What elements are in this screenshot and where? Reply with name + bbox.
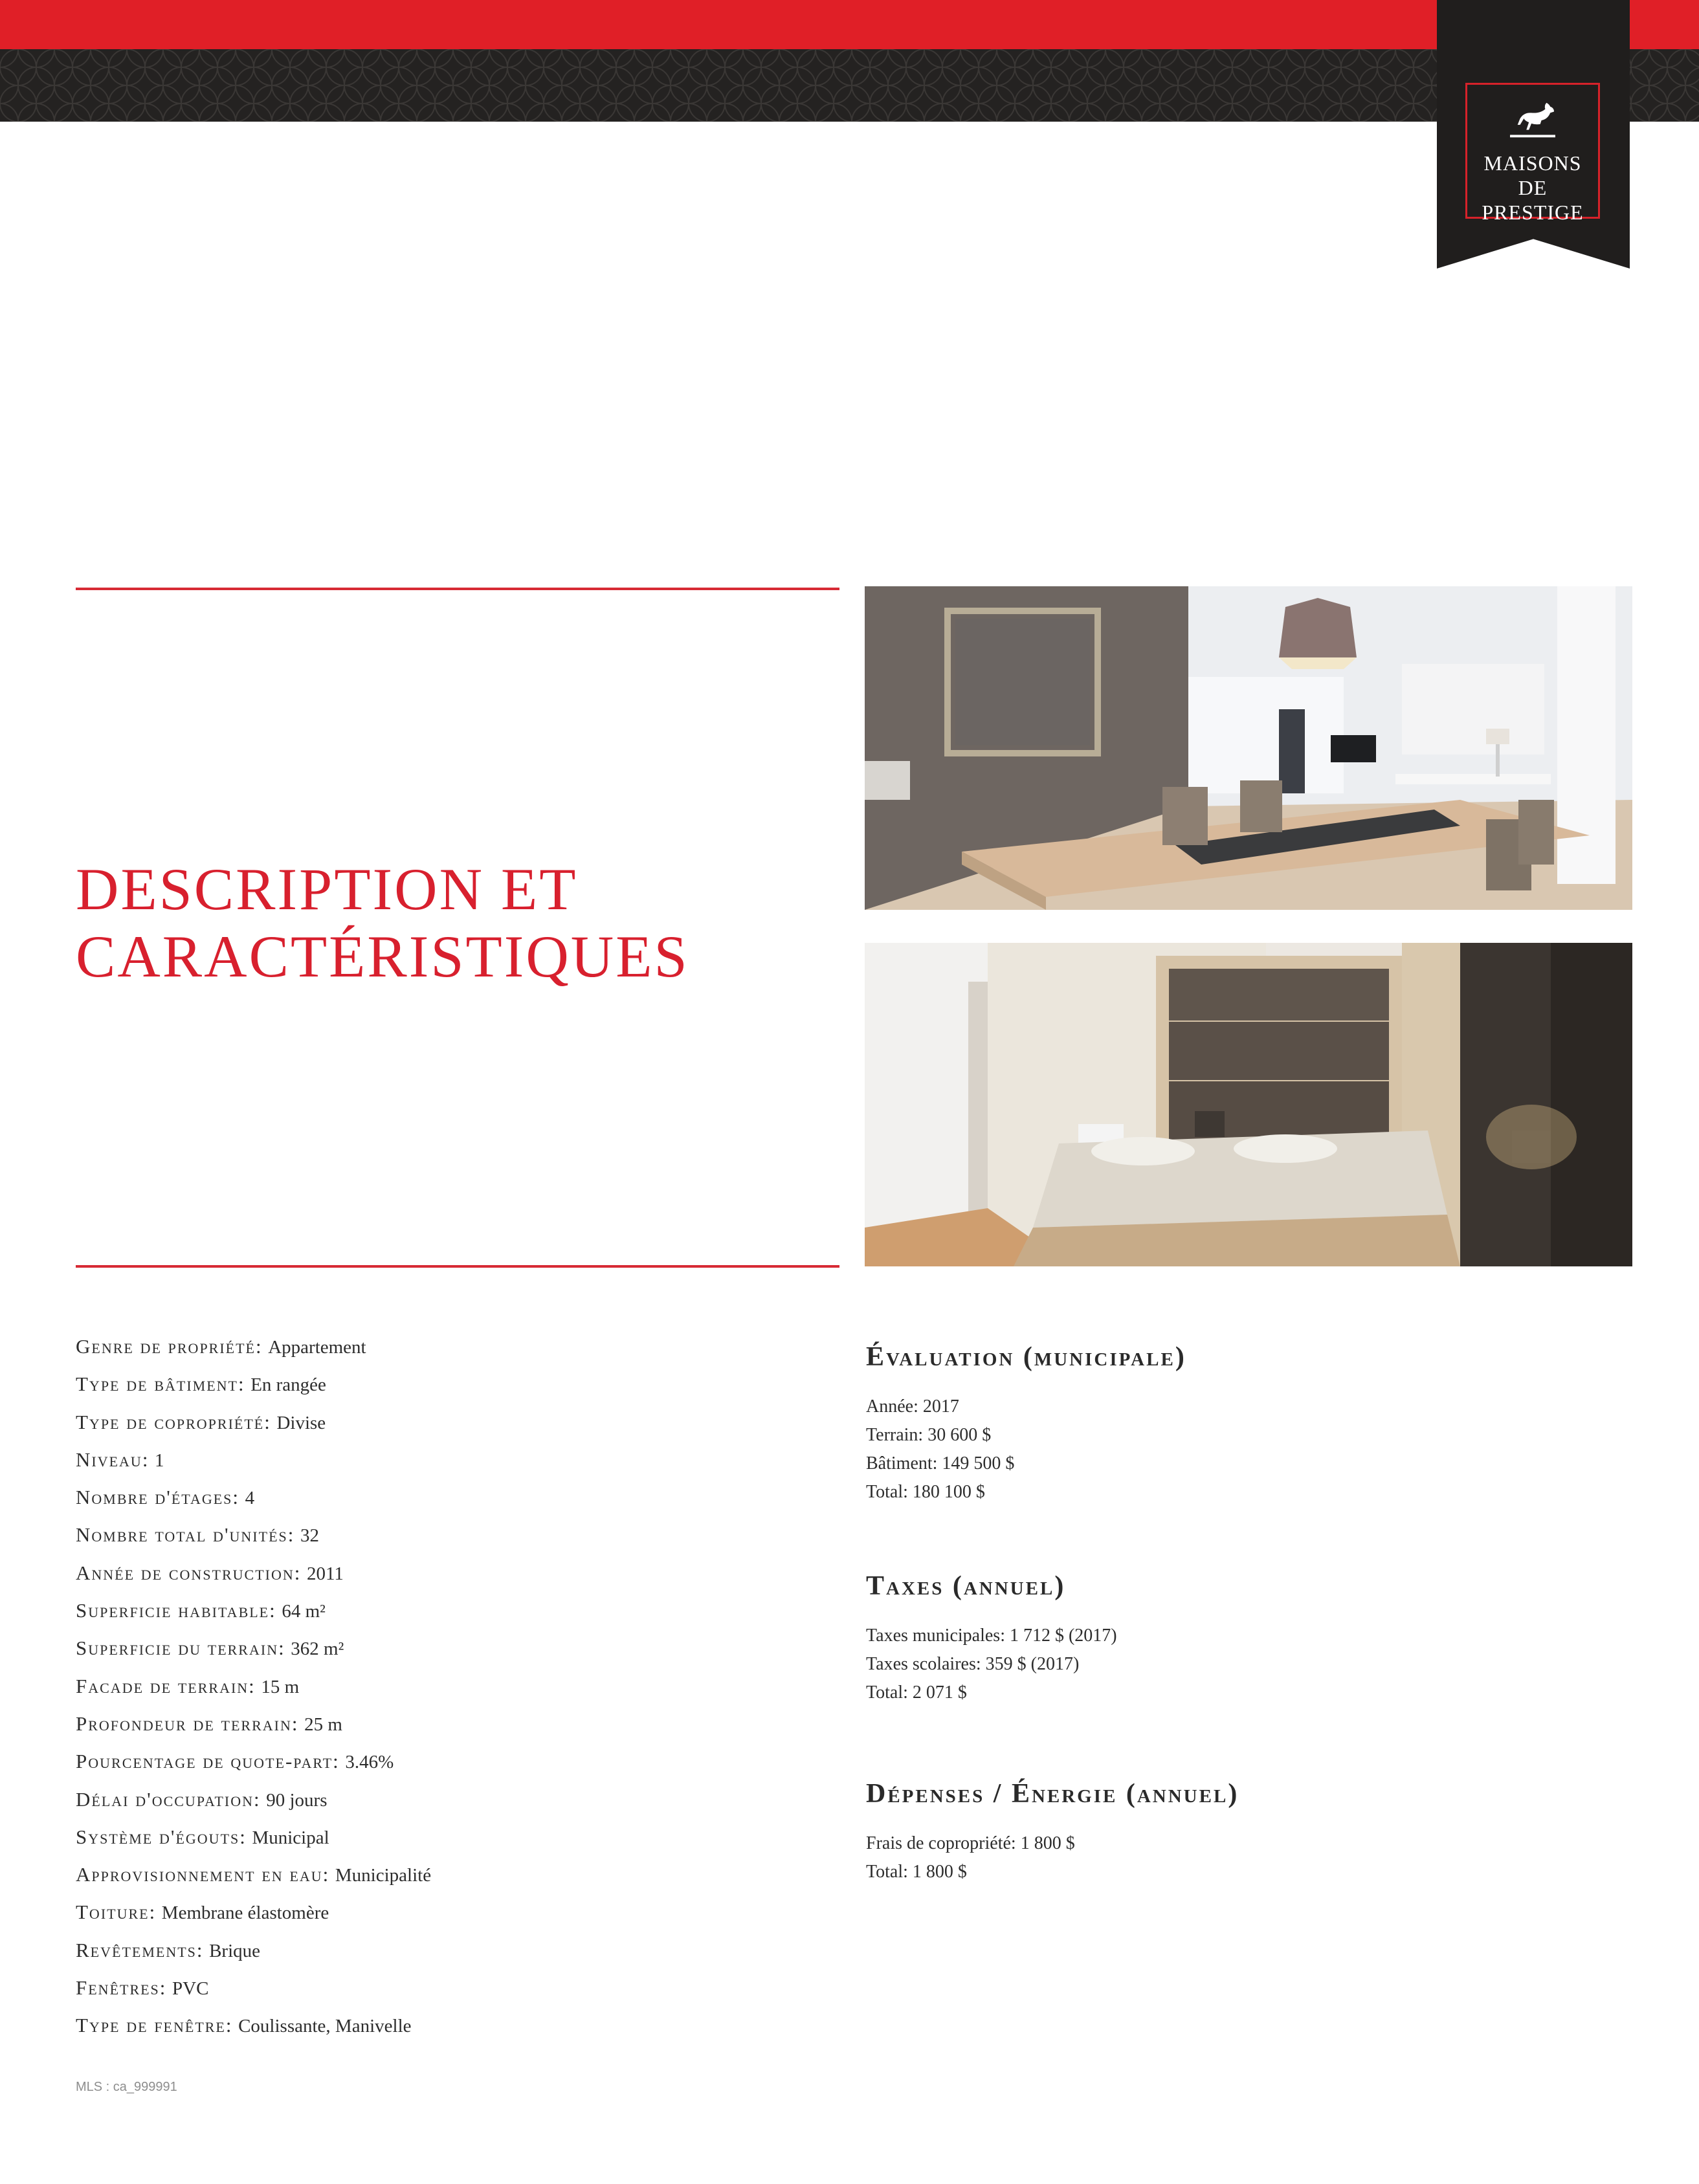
expenses-line: Frais de copropriété: 1 800 $: [866, 1833, 1075, 1853]
brand-ribbon: [1437, 0, 1630, 269]
characteristic-row: [76, 1785, 839, 1822]
page-title: [76, 855, 839, 990]
characteristic-value: Brique: [209, 1940, 261, 1961]
evaluation-line: Année: 2017: [866, 1396, 959, 1417]
brand-name-line2: DE PRESTIGE: [1482, 176, 1584, 224]
characteristic-row: [76, 1483, 839, 1520]
evaluation-section: [866, 1341, 1630, 1506]
section-rule-bottom: [76, 1265, 839, 1268]
evaluation-line: Total: 180 100 $: [866, 1482, 985, 1502]
page-title-line1: DESCRIPTION ET: [76, 856, 578, 922]
characteristic-label: Type de fenêtre:: [76, 2014, 233, 2037]
characteristic-row: [76, 1596, 839, 1633]
characteristic-value: 362 m²: [291, 1638, 344, 1660]
brand-name-line1: MAISONS: [1483, 151, 1582, 175]
characteristic-label: Type de copropriété:: [76, 1410, 271, 1433]
characteristic-value: 25 m: [304, 1714, 342, 1735]
expenses-heading: Dépenses / Énergie (annuel): [866, 1779, 1239, 1809]
characteristic-value: Membrane élastomère: [161, 1903, 329, 1924]
characteristic-value: 15 m: [261, 1676, 300, 1697]
characteristic-value: 90 jours: [266, 1789, 328, 1811]
characteristic-row: [76, 1445, 839, 1483]
characteristic-label: Niveau:: [76, 1448, 150, 1471]
characteristic-value: Divise: [276, 1412, 326, 1433]
characteristic-value: 4: [245, 1488, 255, 1509]
characteristic-row: [76, 1860, 839, 1897]
characteristic-label: Pourcentage de quote-part:: [76, 1750, 340, 1773]
characteristic-label: Superficie habitable:: [76, 1599, 276, 1622]
page-title-line2: CARACTÉRISTIQUES: [76, 923, 689, 989]
characteristic-value: 32: [300, 1525, 319, 1547]
characteristic-row: [76, 2011, 839, 2048]
characteristic-row: [76, 1369, 839, 1407]
characteristic-row: [76, 1822, 839, 1860]
characteristic-value: 64 m²: [282, 1601, 326, 1622]
characteristic-row: [76, 1332, 839, 1369]
bedroom-photo: [865, 943, 1632, 1266]
characteristic-row: [76, 1558, 839, 1596]
characteristic-label: Facade de terrain:: [76, 1674, 256, 1697]
characteristic-value: Municipal: [252, 1827, 329, 1848]
characteristic-label: Nombre total d'unités:: [76, 1523, 295, 1547]
expenses-line: Total: 1 800 $: [866, 1862, 967, 1882]
characteristic-row: [76, 1407, 839, 1445]
characteristic-value: Municipalité: [335, 1865, 432, 1886]
characteristic-row: [76, 1633, 839, 1671]
characteristic-label: Système d'égouts:: [76, 1825, 247, 1848]
characteristic-value: 2011: [306, 1563, 344, 1584]
characteristic-value: Coulissante, Manivelle: [238, 2016, 412, 2037]
expenses-list: [866, 1829, 1630, 1886]
characteristic-row: [76, 1973, 839, 2011]
characteristic-label: Approvisionnement en eau:: [76, 1863, 330, 1886]
horse-icon: [1467, 99, 1598, 144]
characteristic-label: Nombre d'étages:: [76, 1486, 240, 1509]
characteristic-label: Fenêtres:: [76, 1976, 167, 2000]
evaluation-heading: Évaluation (municipale): [866, 1342, 1186, 1372]
characteristic-row: [76, 1747, 839, 1784]
brand-logo: [1465, 83, 1600, 224]
taxes-line: Taxes municipales: 1 712 $ (2017): [866, 1626, 1117, 1646]
dining-room-photo: [865, 586, 1632, 910]
characteristic-value: 3.46%: [345, 1752, 394, 1773]
characteristic-label: Superficie du terrain:: [76, 1637, 285, 1660]
taxes-line: Taxes scolaires: 359 $ (2017): [866, 1654, 1080, 1674]
characteristic-row: [76, 1671, 839, 1709]
evaluation-list: [866, 1393, 1630, 1506]
taxes-heading: Taxes (annuel): [866, 1571, 1066, 1601]
taxes-section: [866, 1570, 1630, 1707]
taxes-line: Total: 2 071 $: [866, 1682, 967, 1703]
evaluation-line: Terrain: 30 600 $: [866, 1425, 992, 1445]
section-rule-top: [76, 588, 839, 590]
characteristic-label: Toiture:: [76, 1901, 157, 1924]
characteristic-value: Appartement: [268, 1337, 366, 1358]
characteristic-row: [76, 1897, 839, 1935]
characteristic-value: En rangée: [250, 1374, 326, 1396]
characteristics-list: [76, 1332, 839, 2049]
characteristic-row: [76, 1936, 839, 1973]
characteristic-label: Année de construction:: [76, 1561, 302, 1584]
characteristic-label: Délai d'occupation:: [76, 1787, 261, 1811]
expenses-section: [866, 1778, 1630, 1886]
characteristic-label: Genre de propriété:: [76, 1335, 263, 1358]
mls-number: MLS : ca_999991: [76, 2080, 177, 2094]
characteristic-label: Type de bâtiment:: [76, 1373, 245, 1396]
characteristic-row: [76, 1709, 839, 1747]
characteristic-value: 1: [155, 1450, 164, 1471]
taxes-list: [866, 1622, 1630, 1707]
evaluation-line: Bâtiment: 149 500 $: [866, 1453, 1015, 1473]
characteristic-label: Revêtements:: [76, 1938, 204, 1961]
characteristic-row: [76, 1520, 839, 1558]
characteristic-label: Profondeur de terrain:: [76, 1712, 299, 1735]
characteristic-value: PVC: [172, 1978, 209, 2000]
